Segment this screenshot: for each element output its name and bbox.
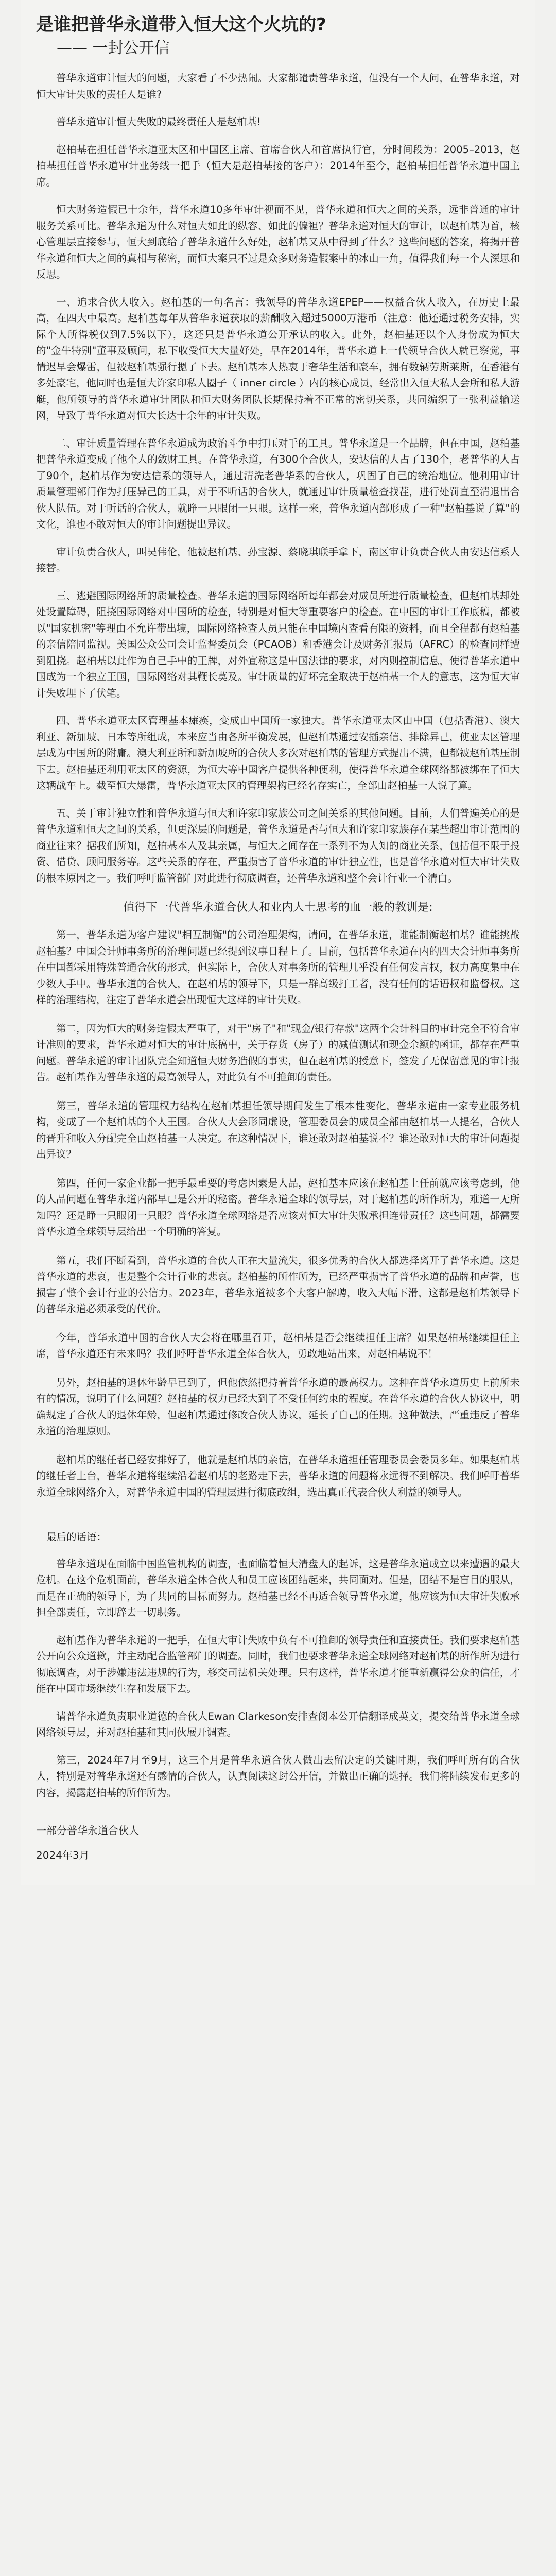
- paragraph: 四、普华永道亚太区管理基本瘫痪，变成由中国所一家独大。普华永道亚太区由中国（包括香港）、澳大利亚、新加坡、日本等所组成，本来应当由各所平衡发展，但赵柏基通过安插亲信、排除异己，使亚太区管理层成为中国所的附庸。澳大利亚所和新加坡所的合伙人多次对赵柏基的管理方式提出不满，但都被赵柏基压制下去。赵柏基还利用亚太区的资源，为恒大等中国客户提供各种便利，使得普华永道全球网络都被绑在了恒大这辆战车上。截至恒大爆雷，普华永道亚太区的管理架构已经名存实亡，全部由赵柏基一人说了算。: [36, 715, 520, 791]
- paragraph: 赵柏基在担任普华永道亚太区和中国区主席、首席合伙人和首席执行官，分时间段为：2005–2013，赵柏基担任普华永道审计业务线一把手（恒大是赵柏基接的客户）：2014年至今，赵柏基担任普华永道中国主席。: [36, 143, 520, 188]
- paragraph: 赵柏基的继任者已经安排好了，他就是赵柏基的亲信，在普华永道担任管理委员会委员多年。如果赵柏基的继任者上台，普华永道将继续沿着赵柏基的老路走下去，普华永道的问题将永远得不到解决。我们呼吁普华永道全球网络介入，对普华永道中国的管理层进行彻底改组，选出真正代表合伙人利益的领导人。: [36, 1453, 520, 1498]
- paragraph: 一、追求合伙人收入。赵柏基的一句名言：我领导的普华永道EPEP——权益合伙人收入，在历史上最高，在四大中最高。赵柏基每年从普华永道获取的薪酬收入超过5000万港币（注意：他还通过税务安排，实际个人所得税仅到7.5%以下），这还只是普华永道公开承认的收入。此外，赵柏基还以个人身份成为恒大的"金牛特别"董事及顾问，私下收受恒大大量好处，早在2014年，普华永道上一代领导合伙人就已察觉，事情迟早会爆雷，但被赵柏基强行摁了下去。赵柏基本人热衷于奢华生活和豪车，拥有数辆劳斯莱斯，在香港有多处豪宅，他同时也是恒大许家印私人圈子（ inner circle ）内的核心成员，经常出入恒大私人会所和私人游艇，他所领导的普华永道审计团队和恒大财务团队长期保持着不正常的密切关系，共同编织了一张利益输送网，导致了普华永道对恒大长达十余年的审计失败。: [36, 296, 520, 421]
- paragraph: 请普华永道负责职业道德的合伙人Ewan Clarkeson安排查阅本公开信翻译成英文，提交给普华永道全球网络领导层，并对赵柏基和其同伙展开调查。: [36, 1710, 520, 1738]
- paragraph: 第四，任何一家企业都一把手最重要的考虑因素是人品，赵柏基本应该在赵柏基上任前就应该考虑到，他的人品问题在普华永道内部早已是公开的秘密。普华永道全球的领导层，对于赵柏基的所作所为，难道一无所知吗？还是睁一只眼闭一只眼？普华永道全球网络是否应该对恒大审计失败承担连带责任？这些问题，都需要普华永道全球领导层给出一个明确的答复。: [36, 1177, 520, 1238]
- paragraph: 第五，我们不断看到，普华永道的合伙人正在大量流失，很多优秀的合伙人都选择离开了普华永道。这是普华永道的悲哀，也是整个会计行业的悲哀。赵柏基的所作所为，已经严重损害了普华永道的品牌和声誉，也损害了整个会计行业的公信力。2023年，普华永道被多个大客户解聘，收入大幅下滑，这都是赵柏基领导下的普华永道必须承受的代价。: [36, 1254, 520, 1315]
- closing-heading: 最后的话语：: [46, 1531, 107, 1543]
- closing-section: [36, 1529, 520, 1801]
- paragraph: 普华永道审计恒大的问题，大家看了不少热闹。大家都谴责普华永道，但没有一个人问，在普华永道，对恒大审计失败的责任人是谁?: [36, 72, 520, 100]
- open-letter-page: [21, 0, 535, 1885]
- letter-title: 是谁把普华永道带入恒大这个火坑的?: [36, 14, 326, 35]
- signature-block: [36, 1821, 520, 1865]
- paragraph: 第三，普华永道的管理权力结构在赵柏基担任领导期间发生了根本性变化，普华永道由一家专业服务机构，变成了一个赵柏基的个人王国。合伙人大会形同虚设，管理委员会的成员全部由赵柏基一人提名，合伙人的晋升和收入分配完全由赵柏基一人决定。在这种情况下，谁还敢对赵柏基说不？谁还敢对恒大的审计问题提出异议？: [36, 1099, 520, 1160]
- letter-date: 2024年3月: [36, 1849, 90, 1861]
- paragraph: 赵柏基作为普华永道的一把手，在恒大审计失败中负有不可推卸的领导责任和直接责任。我们要求赵柏基公开向公众道歉，并主动配合监管部门的调查。同时，我们也要求普华永道全球网络对赵柏基的所作所为进行彻底调查，对于涉嫌违法违规的行为，移交司法机关处理。只有这样，普华永道才能重新赢得公众的信任，才能在中国市场继续生存和发展下去。: [36, 1634, 520, 1694]
- paragraph: 普华永道现在面临中国监管机构的调查，也面临着恒大清盘人的起诉，这是普华永道成立以来遭遇的最大危机。在这个危机面前，普华永道全体合伙人和员工应该团结起来，共同面对。但是，团结不是盲目的服从，而是在正确的领导下，为了共同的目标而努力。赵柏基已经不再适合领导普华永道，他应该为恒大审计失败承担全部责任，立即辞去一切职务。: [36, 1557, 520, 1618]
- signature: 一部分普华永道合伙人: [36, 1824, 139, 1837]
- paragraph: 今年，普华永道中国的合伙人大会将在哪里召开，赵柏基是否会继续担任主席？如果赵柏基继续担任主席，普华永道还有未来吗？我们呼吁普华永道全体合伙人，勇敢地站出来，对赵柏基说不！: [36, 1331, 520, 1360]
- intro-section: [36, 70, 520, 886]
- paragraph: 另外，赵柏基的退休年龄早已到了，但他依然把持着普华永道的最高权力。这种在普华永道历史上前所未有的情况，说明了什么问题？赵柏基的权力已经大到了不受任何约束的程度。在普华永道的合伙人协议中，明确规定了合伙人的退休年龄，但赵柏基通过修改合伙人协议，延长了自己的任期。这种做法，严重违反了普华永道的治理原则。: [36, 1376, 520, 1437]
- paragraph: 二、审计质量管理在普华永道成为政治斗争中打压对手的工具。普华永道是一个品牌，但在中国，赵柏基把普华永道变成了他个人的敛财工具。在普华永道，有300个合伙人，安达信的人占了130个，老普华的人占了90个，赵柏基作为安达信系的领导人，通过清洗老普华系的合伙人，巩固了自己的统治地位。他利用审计质量管理部门作为打压异己的工具，对于不听话的合伙人，就通过审计质量检查找茬，进行处罚直至清退出合伙人队伍。对于听话的合伙人，就睁一只眼闭一只眼。这样一来，普华永道内部形成了一种"赵柏基说了算"的文化，谁也不敢对恒大的审计问题提出异议。: [36, 437, 520, 530]
- paragraph: 五、关于审计独立性和普华永道与恒大和许家印家族公司之间关系的其他问题。目前，人们普遍关心的是普华永道和恒大之间的关系，但更深层的问题是，普华永道是否与恒大和许家印家族存在某些超出审计范围的商业往来？据我们所知，赵柏基本人及其亲属，与恒大之间存在一系列不为人知的商业关系，包括但不限于投资、借贷、顾问服务等。这些关系的存在，严重损害了普华永道的审计独立性，也是普华永道对恒大审计失败的根本原因之一。我们呼吁监管部门对此进行彻底调查，还普华永道和整个会计行业一个清白。: [36, 807, 520, 884]
- paragraph: 第三，2024年7月至9月，这三个月是普华永道合伙人做出去留决定的关键时期，我们呼吁所有的合伙人，特别是对普华永道还有感情的合伙人，认真阅读这封公开信，并做出正确的选择。我们将陆续发布更多的内容，揭露赵柏基的所作所为。: [36, 1754, 520, 1799]
- paragraph: 第一，普华永道为客户建议"相互制衡"的公司治理架构，请问，在普华永道，谁能制衡赵柏基？谁能挑战赵柏基？中国会计师事务所的治理问题已经提到议事日程上了。目前，包括普华永道在内的四大会计师事务所在中国都采用特殊普通合伙的形式，但实际上，合伙人对事务所的管理几乎没有任何发言权，权力高度集中在少数人手中。普华永道的合伙人，在赵柏基的领导下，只是一群高级打工者，没有任何的话语权和监督权。这样的治理结构，注定了普华永道会出现恒大这样的审计失败。: [36, 929, 520, 1006]
- letter-subtitle: —— 一封公开信: [57, 39, 170, 57]
- lessons-heading: 值得下一代普华永道合伙人和业内人士思考的血一般的教训是:: [123, 901, 433, 914]
- paragraph: 三、逃避国际网络所的质量检查。普华永道的国际网络所每年都会对成员所进行质量检查，但赵柏基却处处设置障碍，阻挠国际网络对中国所的检查，特别是对恒大等重要客户的检查。在中国的审计工作底稿，都被以"国家机密"等理由不允许带出境，国际网络检查人员只能在中国境内查看有限的资料，而且全程都有赵柏基的亲信陪同监视。美国公众公司会计监督委员会（PCAOB）和香港会计及财务汇报局（AFRC）的检查同样遭到阻挠。赵柏基以此作为自己手中的王牌，对外宣称这是中国法律的要求，对内则控制信息，使得普华永道中国成为一个独立王国，国际网络对其鞭长莫及。审计质量的好坏完全取决于赵柏基一个人的意志，这为恒大审计失败埋下了伏笔。: [36, 589, 520, 699]
- paragraph: 第二，因为恒大的财务造假太严重了，对于"房子"和"现金/银行存款"这两个会计科目的审计完全不符合审计准则的要求，普华永道对恒大的审计底稿中，关于存货（房子）的减值测试和现金余额的函证，都存在严重问题。普华永道的审计团队完全知道恒大财务造假的事实，但在赵柏基的授意下，签发了无保留意见的审计报告。赵柏基作为普华永道的最高领导人，对此负有不可推卸的责任。: [36, 1022, 520, 1083]
- paragraph: 恒大财务造假已十余年，普华永道10多年审计视而不见，普华永道和恒大之间的关系，远非普通的审计服务关系可比。普华永道为什么对恒大如此的纵容、如此的偏袒？普华永道对恒大的审计，以赵柏基为首，核心管理层直接参与，恒大到底给了普华永道什么好处，赵柏基又从中得到了什么？这些问题的答案，将揭开普华永道和恒大之间的真相与秘密，而恒大案只不过是众多财务造假案中的冰山一角，值得我们每一个人深思和反思。: [36, 204, 520, 280]
- paragraph: 审计负责合伙人，叫吴伟伦，他被赵柏基、孙宝源、蔡晓琪联手拿下，南区审计负责合伙人由安达信系人接替。: [36, 546, 520, 574]
- lessons-section: [36, 927, 520, 1500]
- paragraph: 普华永道审计恒大失败的最终责任人是赵柏基!: [56, 116, 261, 128]
